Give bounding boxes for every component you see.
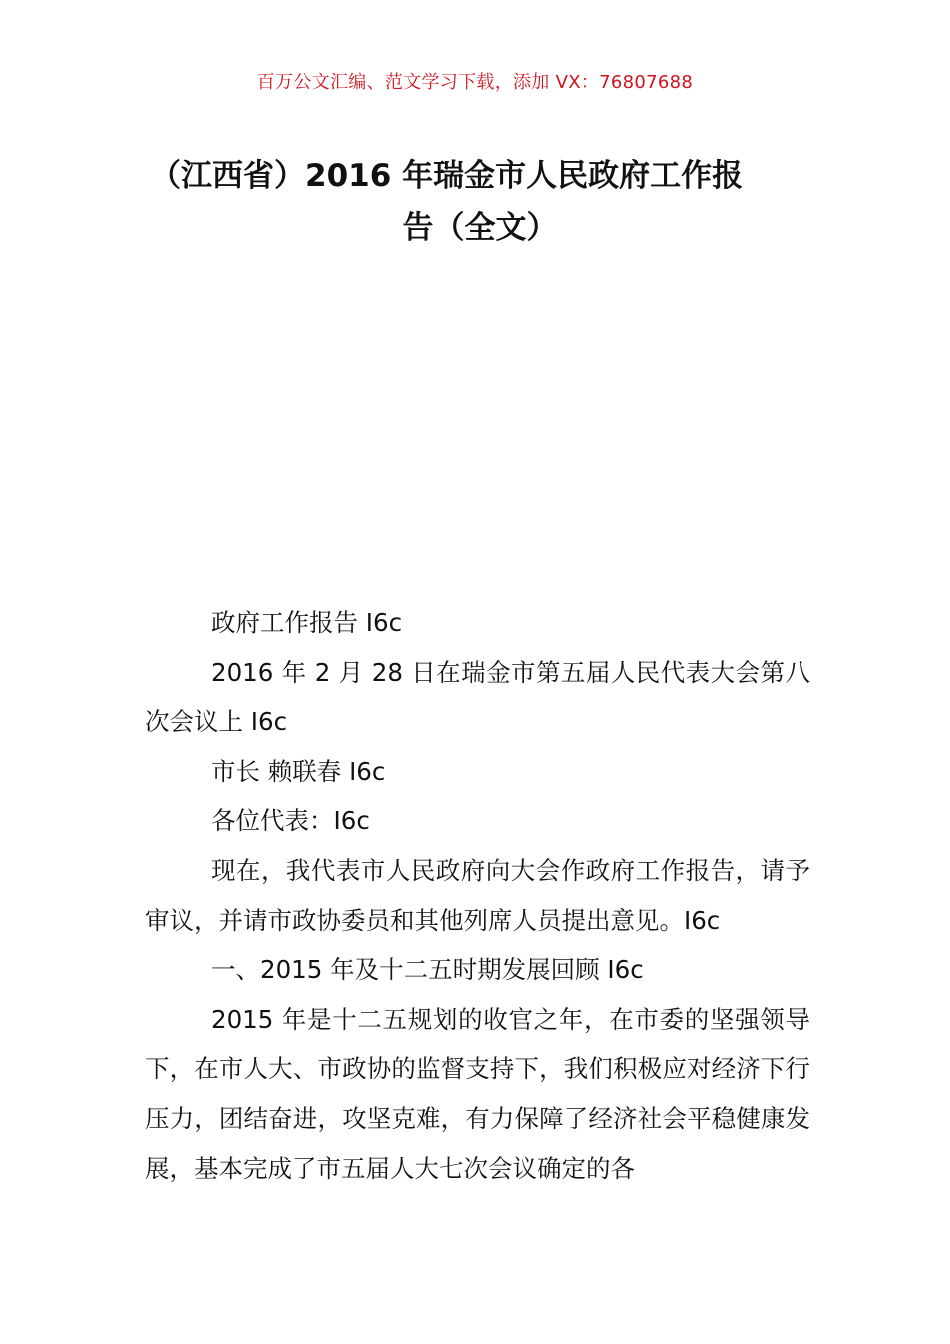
header-watermark-note: 百万公文汇编、范文学习下载，添加 VX：76807688 <box>256 72 694 93</box>
document-title <box>150 150 810 254</box>
paragraph-introduction: 现在，我代表市人民政府向大会作政府工作报告，请予审议，并请市政协委员和其他列席人员提出意见。I6c <box>145 855 810 935</box>
paragraph-review-body: 2015 年是十二五规划的收官之年，在市委的坚强领导下，在市人大、市政协的监督支持下，我们积极应对经济下行压力，团结奋进，攻坚克难，有力保障了经济社会平稳健康发展，基本完成了市五届人大七次会议确定的各 <box>145 1004 810 1183</box>
document-body <box>145 598 810 1193</box>
paragraph-salutation: 各位代表：I6c <box>211 806 370 836</box>
paragraph-speaker: 市长 赖联春 I6c <box>211 756 386 786</box>
paragraph-section-heading: 一、2015 年及十二五时期发展回顾 I6c <box>211 955 644 985</box>
document-title-line-2: 告（全文） <box>402 210 558 246</box>
paragraph-meeting-date: 2016 年 2 月 28 日在瑞金市第五届人民代表大会第八次会议上 I6c <box>145 657 810 737</box>
document-title-line-1: （江西省）2016 年瑞金市人民政府工作报 <box>150 158 744 194</box>
paragraph-report-label: 政府工作报告 I6c <box>211 608 403 637</box>
